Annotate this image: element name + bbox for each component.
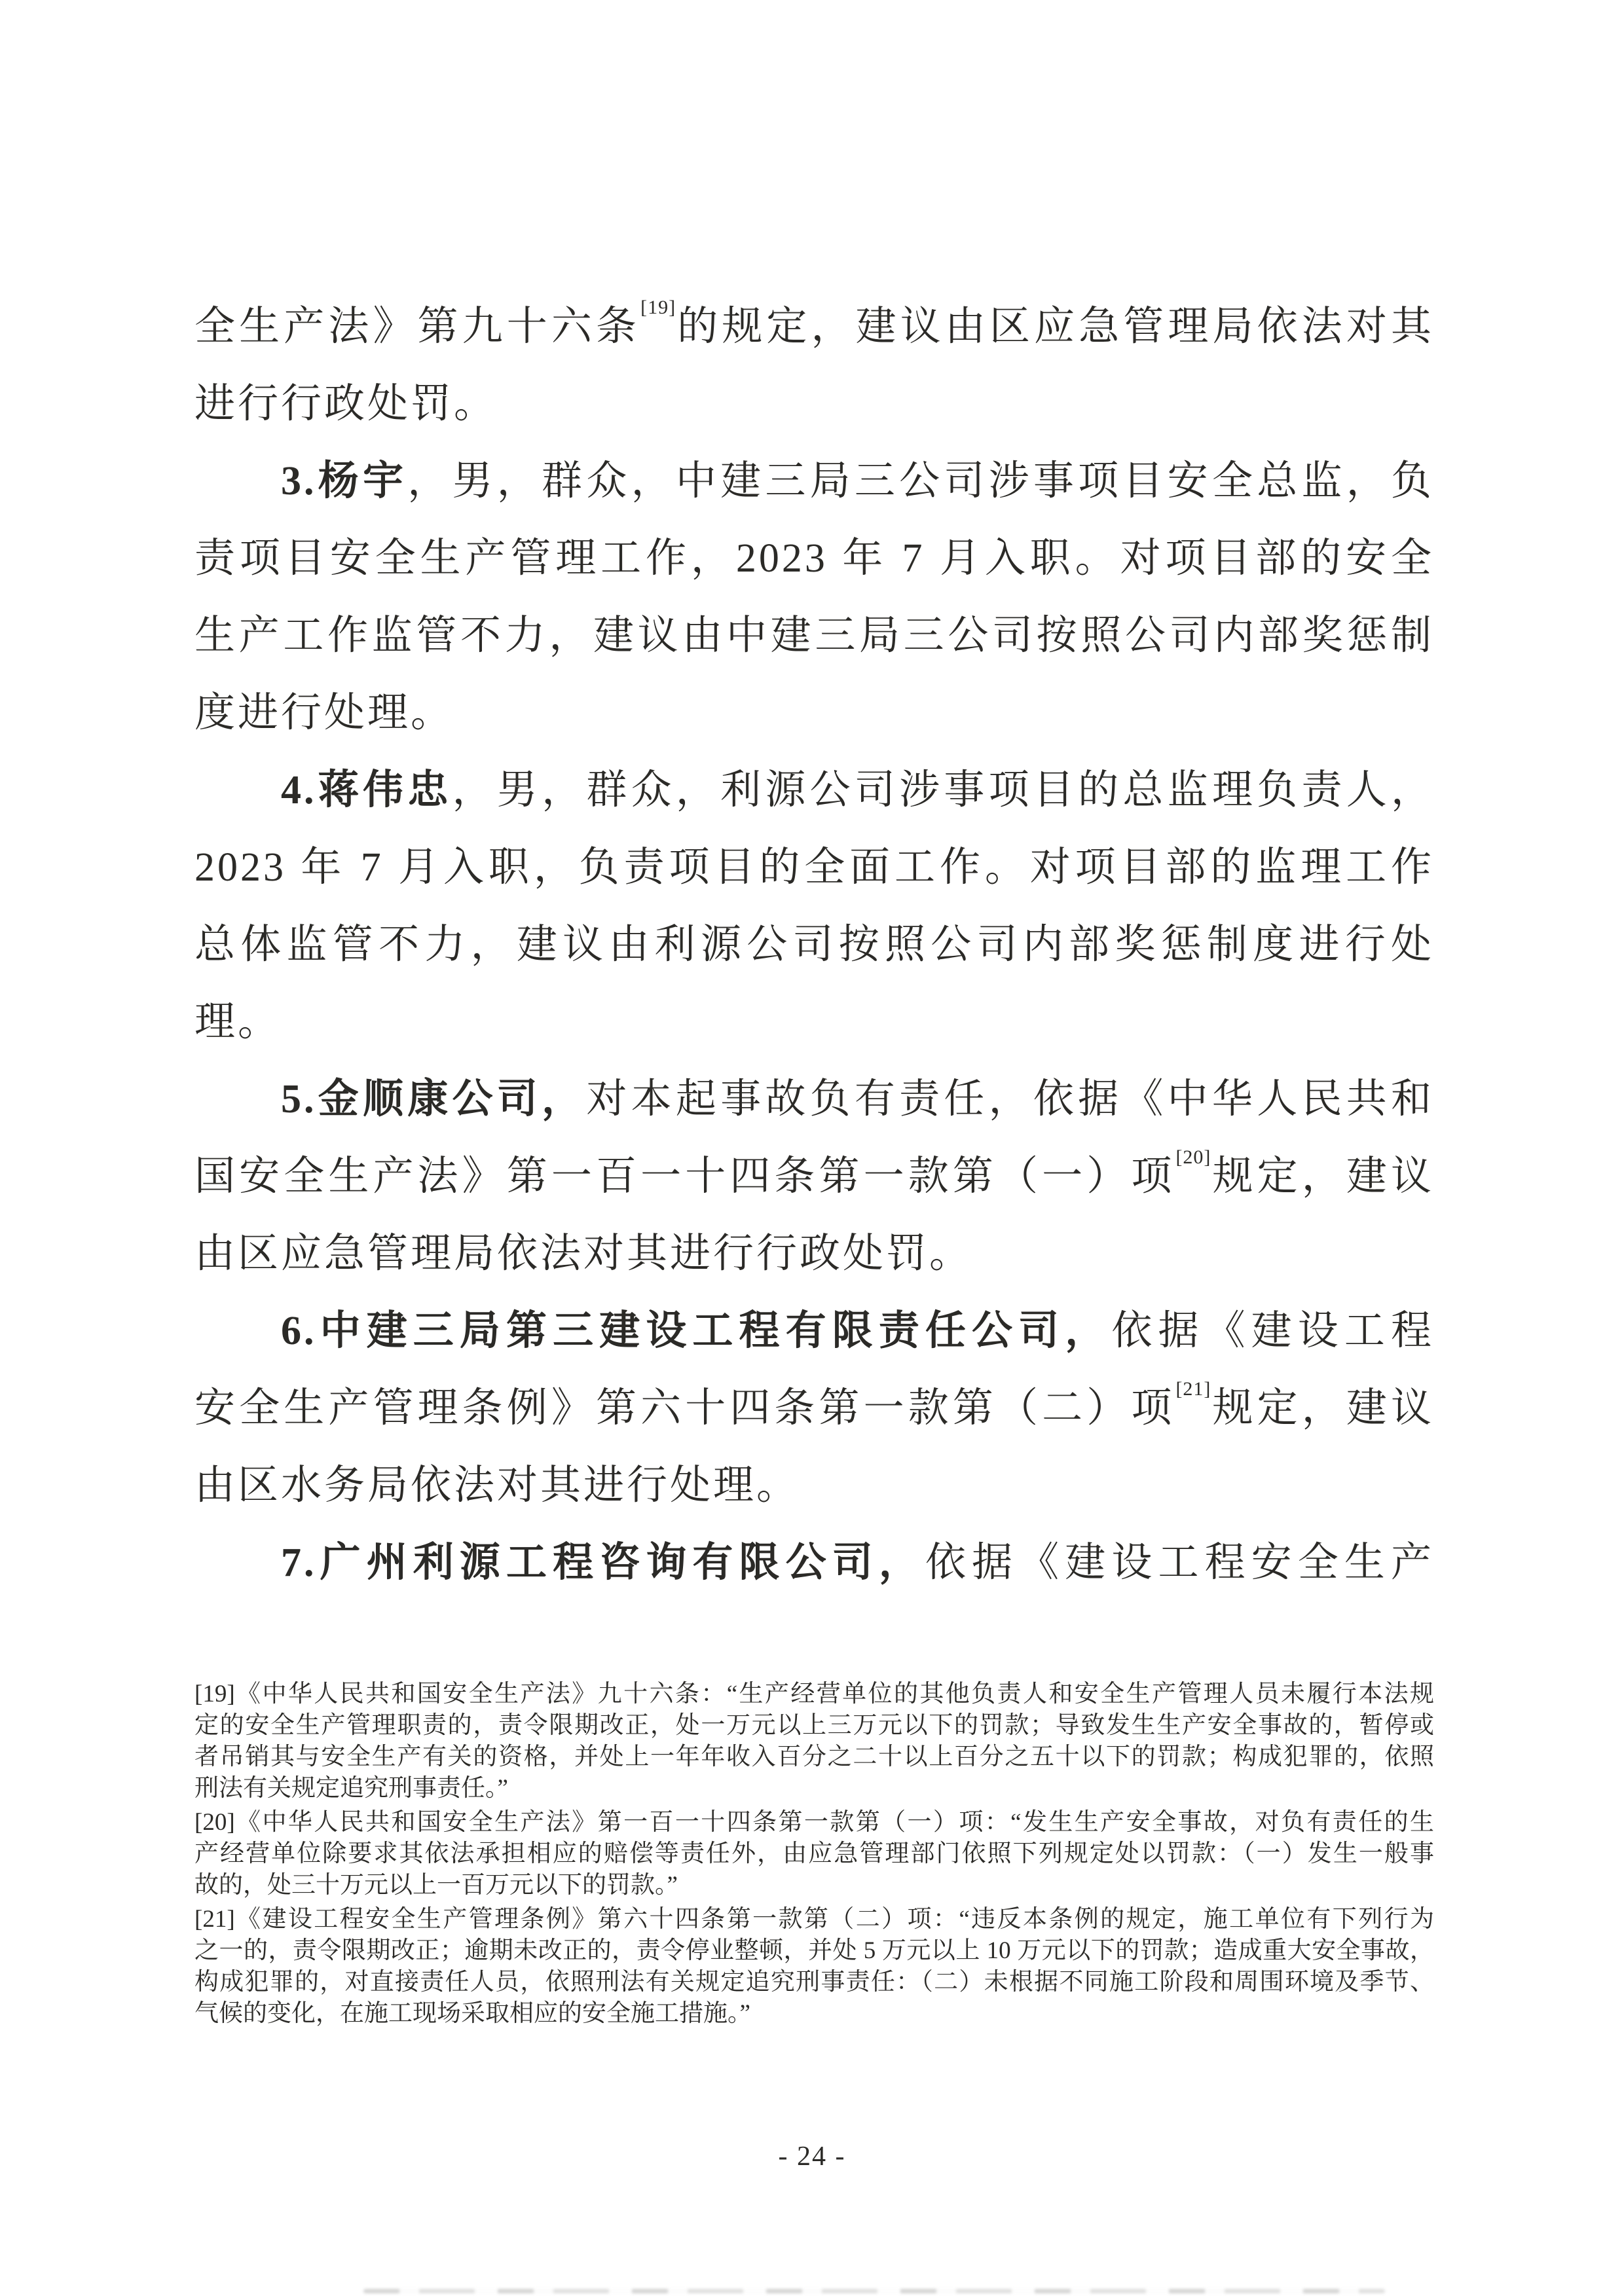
footnote-marker: [20] bbox=[1175, 1146, 1211, 1168]
footnote-line: 定的安全生产管理职责的，责令限期改正，处一万元以上三万元以下的罚款；导致发生生产安全事故的，暂停或 bbox=[194, 1712, 1434, 1739]
text-run: 依据《建设工程 bbox=[1111, 1309, 1434, 1353]
page-number: - 24 - bbox=[778, 2141, 846, 2172]
footnote-line: 刑法有关规定追究刑事责任。” bbox=[194, 1775, 508, 1802]
footnote-marker: [19] bbox=[640, 296, 676, 318]
text-run: 总体监管不力，建议由利源公司按照公司内部奖惩制度进行处 bbox=[194, 922, 1434, 967]
footnote-line: 故的，处三十万元以上一百万元以下的罚款。” bbox=[194, 1872, 678, 1899]
bold-name-text: 7.广州利源工程咨询有限公司， bbox=[281, 1540, 925, 1585]
bold-name-text: 3.杨宇 bbox=[281, 459, 408, 503]
body-line bbox=[194, 1215, 1434, 1292]
footnotes bbox=[194, 1679, 1434, 2032]
text-run: 责项目安全生产管理工作，2023 年 7 月入职。对项目部的安全 bbox=[194, 536, 1434, 581]
text-run: 全生产法》第九十六条 bbox=[194, 304, 641, 349]
text-run: 理。 bbox=[194, 1000, 282, 1044]
bold-name-text: 4.蒋伟忠 bbox=[281, 768, 452, 812]
text-run: 度进行处理。 bbox=[194, 691, 454, 735]
bold-name-text: 5.金顺康公司， bbox=[281, 1077, 587, 1121]
footnote-line: 之一的，责令限期改正；逾期未改正的，责令停业整顿，并处 5 万元以上 10 万元以下的罚款；造成重大安全事故， bbox=[194, 1937, 1434, 1964]
text-run: 对本起事故负有责任，依据《中华人民共和 bbox=[586, 1077, 1434, 1121]
body-line bbox=[194, 365, 1434, 443]
footnote-line: 产经营单位除要求其依法承担相应的赔偿等责任外，由应急管理部门依照下列规定处以罚款：（一）发生一般事 bbox=[194, 1840, 1434, 1867]
footnote-line: 者吊销其与安全生产有关的资格，并处上一年年收入百分之二十以上百分之五十以下的罚款；构成犯罪的，依照 bbox=[194, 1743, 1434, 1770]
body-line bbox=[194, 829, 1434, 906]
body-line bbox=[194, 520, 1434, 597]
body-line bbox=[194, 1061, 1434, 1138]
text-run: 由区应急管理局依法对其进行行政处罚。 bbox=[194, 1231, 973, 1276]
text-run: 生产工作监管不力，建议由中建三局三公司按照公司内部奖惩制 bbox=[194, 613, 1434, 658]
body-text bbox=[194, 288, 1434, 1601]
text-run: 规定，建议 bbox=[1211, 1386, 1434, 1430]
text-run: 进行行政处罚。 bbox=[194, 382, 498, 426]
text-run: 的规定，建议由区应急管理局依法对其 bbox=[676, 304, 1434, 349]
body-line bbox=[194, 443, 1434, 520]
text-run: 国安全生产法》第一百一十四条第一款第（一）项 bbox=[194, 1154, 1176, 1199]
body-line bbox=[194, 288, 1434, 365]
bold-name-text: 6.中建三局第三建设工程有限责任公司， bbox=[281, 1309, 1112, 1353]
footnote-line: 构成犯罪的，对直接责任人员，依照刑法有关规定追究刑事责任：（二）未根据不同施工阶段和周围环境及季节、 bbox=[194, 1969, 1434, 1995]
footnote-20 bbox=[194, 1807, 1434, 1901]
footnote-line: [20]《中华人民共和国安全生产法》第一百一十四条第一款第（一）项：“发生生产安全事故，对负有责任的生 bbox=[194, 1809, 1434, 1836]
body-line bbox=[194, 597, 1434, 674]
footnote-line: [21]《建设工程安全生产管理条例》第六十四条第一款第（二）项：“违反本条例的规定，施工单位有下列行为 bbox=[194, 1906, 1434, 1933]
footnote-marker: [21] bbox=[1175, 1377, 1211, 1400]
footnote-19 bbox=[194, 1679, 1434, 1804]
text-run: ，男，群众，利源公司涉事项目的总监理负责人， bbox=[452, 768, 1434, 812]
body-line bbox=[194, 674, 1434, 752]
footnote-line: [19]《中华人民共和国安全生产法》九十六条：“生产经营单位的其他负责人和安全生产管理人员未履行本法规 bbox=[194, 1681, 1434, 1707]
body-line bbox=[194, 1370, 1434, 1447]
body-line bbox=[194, 1138, 1434, 1215]
text-run: 依据《建设工程安全生产 bbox=[925, 1540, 1434, 1585]
body-line bbox=[194, 1524, 1434, 1601]
body-line bbox=[194, 1292, 1434, 1370]
footnote-21 bbox=[194, 1904, 1434, 2030]
text-run: 2023 年 7 月入职，负责项目的全面工作。对项目部的监理工作 bbox=[194, 845, 1434, 890]
text-run: 规定，建议 bbox=[1211, 1154, 1434, 1199]
scan-edge-smudge bbox=[363, 2289, 1385, 2293]
footnote-line: 气候的变化，在施工现场采取相应的安全施工措施。” bbox=[194, 2000, 750, 2027]
body-line bbox=[194, 752, 1434, 829]
body-line bbox=[194, 983, 1434, 1061]
text-run: 由区水务局依法对其进行处理。 bbox=[194, 1463, 800, 1508]
body-line bbox=[194, 1447, 1434, 1524]
text-run: ，男，群众，中建三局三公司涉事项目安全总监，负 bbox=[407, 459, 1434, 503]
body-line bbox=[194, 906, 1434, 983]
text-run: 安全生产管理条例》第六十四条第一款第（二）项 bbox=[194, 1386, 1176, 1430]
